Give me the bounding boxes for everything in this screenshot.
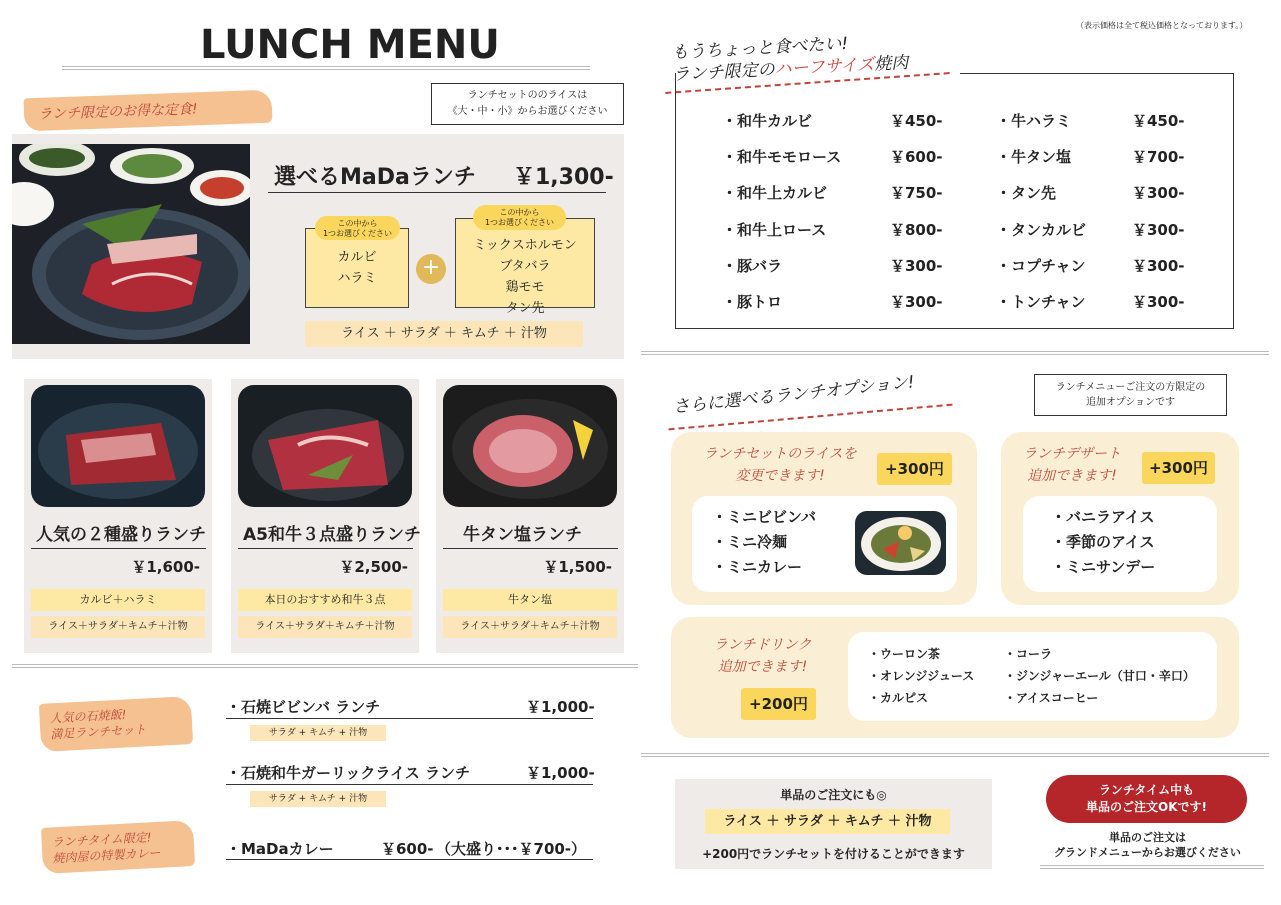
main-set-photo-illustration: [12, 144, 250, 344]
half-right-item-name: ・トンチャン: [996, 293, 1086, 311]
half-left-item-name: ・豚トロ: [722, 293, 783, 311]
choice-a-item: カルビ: [337, 250, 377, 265]
curry-rule: [226, 859, 593, 860]
extra-item-2-tag: サラダ + キムチ + 汁物: [250, 791, 386, 807]
right-section-divider-2: [641, 753, 1269, 757]
half-right-item-name: ・コプチャン: [996, 257, 1086, 275]
lunch-card-3-meat: 牛タン塩: [443, 589, 617, 611]
pill-b-line-2: 1つお選びください: [484, 218, 555, 227]
half-left-item-name: ・和牛モモロース: [722, 148, 842, 166]
rice-option-heading-line-1: ランチセットのライスを: [703, 446, 857, 462]
pill-a-line-2: 1つお選びください: [322, 229, 393, 238]
half-left-item-name: ・豚バラ: [722, 257, 783, 275]
dessert-option-heading-line-1: ランチデザート: [1023, 446, 1121, 462]
dessert-option-item: ・季節のアイス: [1051, 533, 1155, 551]
extra-item-1-rule: [226, 718, 593, 719]
dessert-option-heading: [1012, 443, 1132, 487]
card-2-photo-illustration: [238, 385, 412, 507]
options-heading: さらに選べるランチオプション!: [671, 372, 916, 418]
choice-a-item: ハラミ: [337, 271, 377, 286]
rice-option-price: +300円: [877, 453, 952, 485]
drink-item: ・カルピス: [868, 691, 929, 705]
rice-option-heading: [690, 443, 870, 487]
lunch-set-brush-label: ランチ限定のお得な定食!: [23, 90, 272, 132]
extra-item-1-price: ￥1,000-: [526, 698, 595, 716]
card-3-rule: [443, 548, 618, 549]
lunch-card-2-price: ￥2,500-: [339, 558, 408, 576]
drink-option-heading: [700, 634, 825, 678]
half-right-item-price: ￥300-: [1132, 293, 1185, 311]
drink-option-col-2: [1004, 643, 1195, 709]
grand-note-rule: [1040, 865, 1264, 869]
lunch-card-3-sides: ライス＋サラダ＋キムチ＋汁物: [443, 616, 617, 638]
tax-note: （表示価格は全て税込価格となっております。）: [1076, 21, 1248, 30]
half-right-item-name: ・牛タン塩: [996, 148, 1072, 166]
card-1-photo-illustration: [31, 385, 205, 507]
half-right-item-price: ￥450-: [1132, 112, 1185, 130]
main-set-photo: [12, 144, 250, 344]
main-set-rule: [268, 192, 606, 193]
extra-item-1-tag: サラダ + キムチ + 汁物: [250, 725, 386, 741]
lunch-card-2-name: A5和牛３点盛りランチ: [243, 525, 421, 545]
half-left-item-price: ￥800-: [890, 221, 943, 239]
half-left-item-price: ￥300-: [890, 257, 943, 275]
half-right-item-price: ￥300-: [1132, 184, 1185, 202]
drink-item: ・コーラ: [1004, 647, 1053, 661]
plus-icon: +: [416, 254, 446, 284]
half-left-item-price: ￥300-: [890, 293, 943, 311]
rice-note-line-2: 《大・中・小》からお選びください: [447, 106, 608, 117]
dessert-option-item: ・ミニサンデー: [1051, 558, 1156, 576]
dessert-option-heading-line-2: 追加できます!: [1027, 468, 1117, 484]
grand-note-line-1: 単品のご注文は: [1109, 831, 1186, 844]
dessert-option-price: +300円: [1142, 452, 1215, 484]
options-note-line-2: 追加オプションです: [1085, 397, 1176, 408]
title-divider: [62, 66, 590, 70]
half-heading-line-1: もうちょっと食べたい!: [671, 33, 849, 64]
half-left-item-name: ・和牛上ロース: [722, 221, 827, 239]
single-order-title: 単品のご注文にも◎: [780, 788, 887, 802]
lunch-card-1-sides: ライス＋サラダ＋キムチ＋汁物: [31, 616, 205, 638]
choose-one-pill-a: [315, 216, 400, 240]
choice-b-item: タン先: [505, 301, 545, 316]
card-3-photo-illustration: [443, 385, 617, 507]
single-order-sides: ライス ＋ サラダ ＋ キムチ ＋ 汁物: [705, 809, 950, 834]
main-set-price: ￥1,300-: [513, 165, 614, 190]
right-section-divider-1: [641, 351, 1269, 355]
half-left-item-price: ￥450-: [890, 112, 943, 130]
lunch-card-2-sides: ライス＋サラダ＋キムチ＋汁物: [238, 616, 412, 638]
brush2-line-1: 人気の石焼飯!: [49, 707, 127, 726]
half-right-item-price: ￥700-: [1132, 148, 1185, 166]
lunch-card-1-photo: [31, 385, 205, 507]
rice-option-item: ・ミニカレー: [712, 558, 803, 576]
extra-item-2-price: ￥1,000-: [526, 764, 595, 782]
half-left-item-price: ￥600-: [890, 148, 943, 166]
choice-box-b: [455, 218, 595, 316]
half-right-item-name: ・タン先: [996, 184, 1057, 202]
badge-line-1: ランチタイム中も: [1098, 783, 1195, 797]
grand-note-line-2: グランドメニューからお選びください: [1054, 846, 1241, 859]
drink-option-col-1: [868, 643, 974, 709]
rice-option-item: ・ミニビビンバ: [712, 508, 816, 526]
curry-large-price: （大盛り･･･￥700-）: [436, 840, 587, 858]
dessert-option-item: ・バニラアイス: [1051, 508, 1155, 526]
extra-item-1-name: ・石焼ビビンバ ランチ: [226, 698, 381, 716]
page-title: LUNCH MENU: [200, 22, 500, 68]
lunch-card-3-price: ￥1,500-: [543, 558, 612, 576]
drink-option-heading-line-2: 追加できます!: [717, 659, 808, 675]
single-order-footnote: +200円でランチセットを付けることができます: [702, 847, 965, 861]
lunch-card-3-photo: [443, 385, 617, 507]
rice-option-items: [712, 505, 816, 580]
brush3-line-2: 焼肉屋の特製カレー: [52, 845, 161, 866]
lunch-card-2-photo: [238, 385, 412, 507]
options-note: [1034, 374, 1227, 416]
half-right-item-name: ・タンカルビ: [996, 221, 1087, 239]
drink-item: ・オレンジジュース: [868, 669, 975, 683]
grand-menu-note: [1030, 830, 1265, 860]
drink-item: ・ウーロン茶: [868, 647, 941, 661]
dessert-option-items: [1051, 505, 1155, 580]
half-left-item-name: ・和牛カルビ: [722, 112, 813, 130]
card-1-rule: [31, 548, 206, 549]
card-2-rule: [238, 548, 413, 549]
lunch-card-2-meat: 本日のおすすめ和牛３点: [238, 589, 412, 611]
curry-brush-label: [41, 820, 195, 874]
lunch-card-3-name: 牛タン塩ランチ: [463, 525, 582, 545]
rice-note-line-1: ランチセットののライスは: [467, 90, 588, 101]
pill-a-line-1: この中から: [337, 219, 378, 228]
choice-b-item: ミックスホルモン: [473, 238, 577, 253]
extra-item-2-rule: [226, 784, 593, 785]
pill-b-line-1: この中から: [499, 208, 540, 217]
brush2-line-2: 満足ランチセット: [50, 722, 147, 742]
half-size-box-top-rule: [960, 73, 1234, 74]
single-order-ok-badge: [1046, 775, 1247, 823]
left-section-divider: [12, 664, 638, 668]
bibimbap-photo-illustration: [855, 511, 946, 575]
main-set-sides: ライス ＋ サラダ ＋ キムチ ＋ 汁物: [305, 321, 583, 347]
drink-item: ・アイスコーヒー: [1004, 691, 1099, 705]
drink-item: ・ジンジャーエール（甘口・辛口）: [1004, 669, 1195, 683]
choice-box-a: [305, 228, 409, 308]
badge-line-2: 単品のご注文OKです!: [1086, 800, 1207, 814]
lunch-card-1-name: 人気の２種盛りランチ: [36, 525, 206, 545]
half-heading-suffix: 焼肉: [873, 52, 909, 75]
rice-option-heading-line-2: 変更できます!: [735, 468, 825, 484]
bibimbap-photo: [855, 511, 946, 575]
stone-bowl-brush-label: [39, 696, 193, 752]
drink-option-price: +200円: [741, 688, 816, 720]
lunch-card-1-meat: カルビ＋ハラミ: [31, 589, 205, 611]
options-note-line-1: ランチメニューご注文の方限定の: [1055, 382, 1206, 393]
extra-item-2-name: ・石焼和牛ガーリックライス ランチ: [226, 764, 471, 782]
curry-name: ・MaDaカレー: [226, 840, 334, 858]
rice-option-item: ・ミニ冷麺: [712, 533, 788, 551]
half-left-item-name: ・和牛上カルビ: [722, 184, 828, 202]
brush3-line-1: ランチタイム限定!: [51, 830, 152, 850]
choose-one-pill-b: [473, 205, 566, 230]
half-right-item-name: ・牛ハラミ: [996, 112, 1072, 130]
half-heading-prefix: ランチ限定の: [672, 59, 776, 86]
half-right-item-price: ￥300-: [1132, 221, 1185, 239]
choice-b-item: ブタバラ: [499, 259, 551, 274]
choice-b-item: 鶏モモ: [505, 280, 545, 295]
curry-price: ￥600-: [381, 840, 434, 858]
main-set-name: 選べるMaDaランチ: [274, 165, 476, 190]
half-heading-accent: ハーフサイズ: [774, 54, 875, 80]
half-left-item-price: ￥750-: [890, 184, 943, 202]
half-right-item-price: ￥300-: [1132, 257, 1185, 275]
rice-size-note: [431, 83, 624, 125]
lunch-card-1-price: ￥1,600-: [131, 558, 200, 576]
drink-option-heading-line-1: ランチドリンク: [713, 637, 812, 653]
